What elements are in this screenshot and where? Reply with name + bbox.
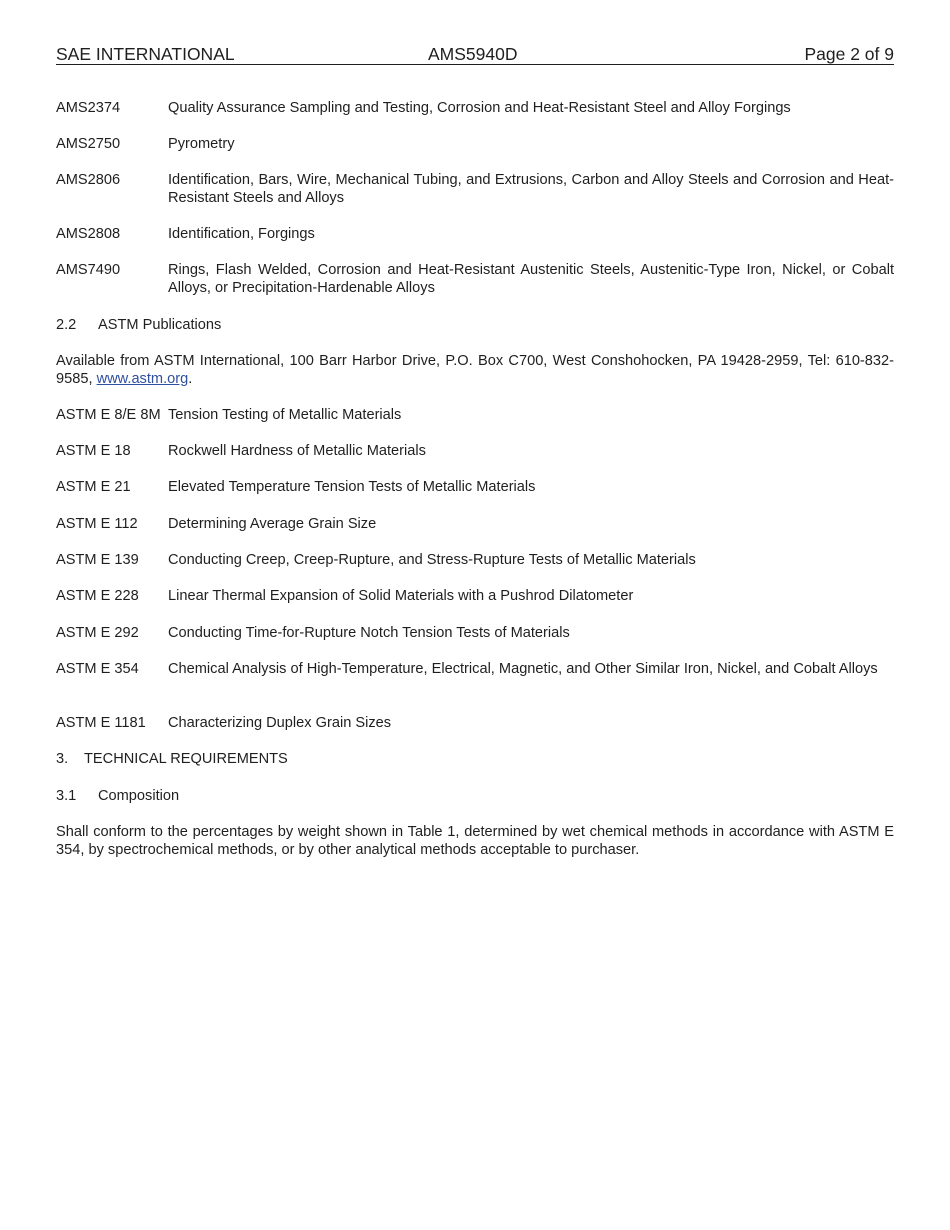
- reference-ams2806: [56, 171, 894, 207]
- composition-paragraph: Shall conform to the percentages by weight shown in Table 1, determined by wet chemical methods in accordance with ASTM E 354, by spectrochemical methods, or by other analytical methods acceptable to purchaser.: [56, 824, 894, 858]
- reference-title: Quality Assurance Sampling and Testing, Corrosion and Heat-Resistant Steel and Alloy Forgings: [168, 100, 791, 116]
- reference-astm-e228: [56, 587, 894, 605]
- section-title: ASTM Publications: [98, 317, 222, 333]
- reference-astm-e112: [56, 515, 894, 533]
- availability-text: Available from ASTM International, 100 Barr Harbor Drive, P.O. Box C700, West Conshohocken, PA 19428-2959, Tel: 610-832-9585,: [56, 353, 894, 387]
- astm-website-link[interactable]: www.astm.org: [96, 371, 189, 387]
- reference-title: Conducting Creep, Creep-Rupture, and Stress-Rupture Tests of Metallic Materials: [168, 552, 696, 568]
- reference-code: ASTM E 228: [56, 588, 139, 604]
- header-doc-id: AMS5940D: [428, 44, 518, 64]
- reference-ams2750: [56, 135, 894, 153]
- reference-title: Rings, Flash Welded, Corrosion and Heat-Resistant Austenitic Steels, Austenitic-Type Iron, Nickel, or Cobalt Alloys, or Precipitation-Hardenable Alloys: [168, 262, 894, 296]
- reference-title: Elevated Temperature Tension Tests of Metallic Materials: [168, 479, 536, 495]
- reference-code: ASTM E 354: [56, 661, 139, 677]
- reference-code: ASTM E 112: [56, 516, 138, 532]
- section-title: Composition: [98, 788, 180, 804]
- section-title: TECHNICAL REQUIREMENTS: [84, 751, 288, 767]
- reference-title: Determining Average Grain Size: [168, 516, 377, 532]
- section-number: 3.: [56, 751, 69, 767]
- page-header: [56, 44, 894, 65]
- reference-title: Characterizing Duplex Grain Sizes: [168, 715, 392, 731]
- reference-ams2808: [56, 225, 894, 243]
- reference-astm-e21: [56, 478, 894, 496]
- reference-title: Chemical Analysis of High-Temperature, Electrical, Magnetic, and Other Similar Iron, Nickel, and Cobalt Alloys: [168, 661, 878, 677]
- reference-code: AMS2808: [56, 226, 121, 242]
- header-org: SAE INTERNATIONAL: [56, 44, 235, 64]
- availability-period: .: [188, 371, 193, 387]
- reference-title: Identification, Forgings: [168, 226, 315, 242]
- reference-code: ASTM E 139: [56, 552, 139, 568]
- reference-code: ASTM E 18: [56, 443, 131, 459]
- section-3-1-heading: [56, 787, 179, 805]
- reference-code: AMS2806: [56, 172, 121, 188]
- section-2-2-heading: [56, 316, 221, 334]
- reference-astm-e292: [56, 624, 894, 642]
- reference-title: Linear Thermal Expansion of Solid Materials with a Pushrod Dilatometer: [168, 588, 634, 604]
- header-page-number: Page 2 of 9: [804, 44, 894, 64]
- reference-title: Tension Testing of Metallic Materials: [168, 407, 402, 423]
- reference-code: ASTM E 1181: [56, 715, 146, 731]
- reference-code: ASTM E 8/E 8M: [56, 407, 161, 423]
- reference-title: Rockwell Hardness of Metallic Materials: [168, 443, 426, 459]
- reference-code: ASTM E 292: [56, 625, 139, 641]
- reference-code: AMS7490: [56, 262, 121, 278]
- section-number: 2.2: [56, 317, 77, 333]
- section-number: 3.1: [56, 788, 77, 804]
- reference-astm-e1181: [56, 714, 894, 732]
- reference-astm-e354: [56, 660, 894, 678]
- astm-availability-paragraph: [56, 352, 894, 388]
- reference-code: ASTM E 21: [56, 479, 131, 495]
- reference-title: Identification, Bars, Wire, Mechanical Tubing, and Extrusions, Carbon and Alloy Steels and Corrosion and Heat-Resistant Steels and Alloys: [168, 172, 894, 206]
- reference-astm-e8: [56, 406, 894, 424]
- reference-title: Conducting Time-for-Rupture Notch Tension Tests of Materials: [168, 625, 570, 641]
- reference-astm-e18: [56, 442, 894, 460]
- reference-code: AMS2750: [56, 136, 121, 152]
- reference-code: AMS2374: [56, 100, 121, 116]
- section-3-heading: [56, 750, 288, 768]
- reference-astm-e139: [56, 551, 894, 569]
- reference-title: Pyrometry: [168, 136, 235, 152]
- reference-ams2374: [56, 99, 894, 117]
- reference-ams7490: [56, 261, 894, 297]
